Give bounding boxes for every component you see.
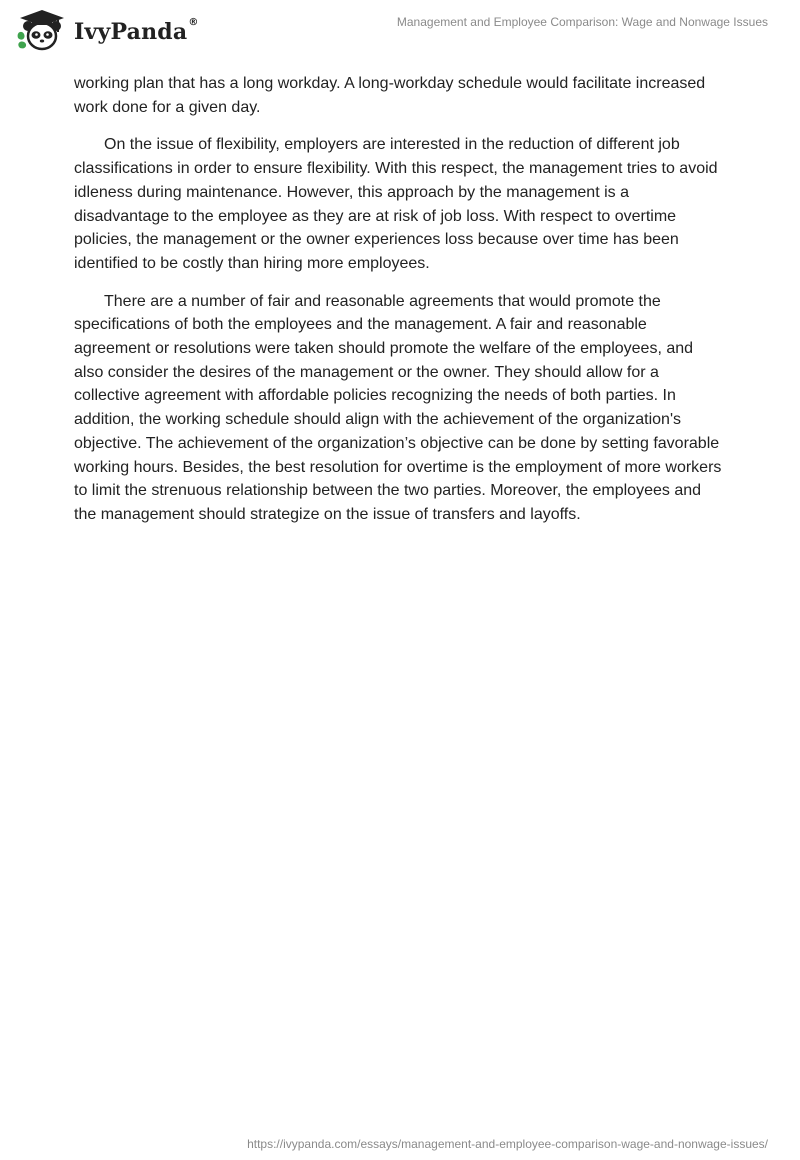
essay-body [74,72,726,541]
panda-graduation-cap-icon [14,8,70,52]
document-title: Management and Employee Comparison: Wage and Nonwage Issues [396,15,768,29]
paragraph: On the issue of flexibility, employers are interested in the reduction of different job classifications in order to ensure flexibility. With this respect, the management tries to avoid idleness during maintenance. However, this approach by the management is a disadvantage to the employee as they are at risk of job loss. With respect to overtime policies, the management or the owner experiences loss because over time has been identified to be costly than hiring more employees. [74,136,718,272]
source-url[interactable]: https://ivypanda.com/essays/management-and-employee-comparison-wage-and-nonwage-issues/ [247,1137,768,1151]
registered-mark: ® [188,17,199,28]
paragraph: There are a number of fair and reasonable agreements that would promote the specifications of both the employees and the management. A fair and reasonable agreement or resolutions were taken should promote the welfare of the employees, and also consider the desires of the management or the owner. They should allow for a collective agreement with affordable policies recognizing the needs of both parties. In addition, the working schedule should align with the achievement of the organization's objective. The achievement of the organization’s objective can be done by setting favorable working hours. Besides, the best resolution for overtime is the employment of more workers to limit the strenuous relationship between the two parties. Moreover, the employees and the management should strategize on the issue of transfers and layoffs. [74,292,722,523]
paragraph: working plan that has a long workday. A long-workday schedule would facilitate increased work done for a given day. [74,75,706,116]
logo-wordmark: IvyPanda® [74,17,199,45]
ivypanda-logo[interactable] [14,8,199,52]
page-header [0,0,800,70]
